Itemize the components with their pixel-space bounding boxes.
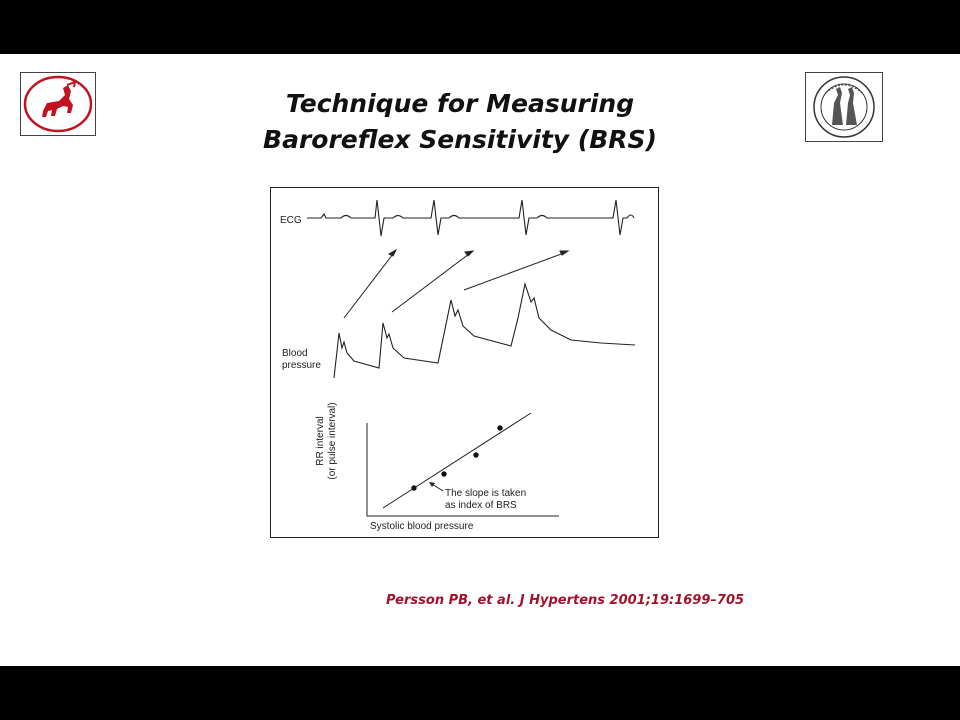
blood-pressure-trace (334, 284, 635, 378)
slide-title (210, 86, 710, 158)
slide (0, 54, 960, 666)
annotation-line-1: The slope is taken (445, 488, 527, 499)
bp-label-line-2: pressure (282, 360, 321, 371)
brs-figure (270, 187, 659, 538)
slope-annotation (445, 488, 526, 512)
title-line-2: Baroreflex Sensitivity (BRS) (263, 125, 657, 154)
data-point (411, 485, 416, 490)
data-point (497, 425, 502, 430)
y-axis-label (315, 396, 339, 486)
y-label-line-2: (or pulse interval) (327, 402, 338, 480)
university-logo-left (20, 72, 96, 136)
y-label-line-1: RR interval (315, 416, 326, 466)
title-line-1: Technique for Measuring (285, 89, 635, 118)
centaur-emblem-icon (21, 73, 95, 135)
annotation-line-2: as index of BRS (445, 500, 517, 511)
data-point (473, 452, 478, 457)
annotation-pointer (432, 484, 443, 491)
ecg-trace (307, 200, 634, 236)
university-seal-icon (806, 73, 882, 141)
x-axis-label: Systolic blood pressure (370, 521, 474, 532)
data-point (441, 471, 446, 476)
bp-label-line-1: Blood (282, 348, 308, 359)
blood-pressure-label (282, 348, 321, 372)
arrows (344, 250, 568, 318)
citation: Persson PB, et al. J Hypertens 2001;19:1699–705 (386, 593, 745, 608)
university-logo-right (805, 72, 883, 142)
ecg-label: ECG (280, 215, 302, 226)
